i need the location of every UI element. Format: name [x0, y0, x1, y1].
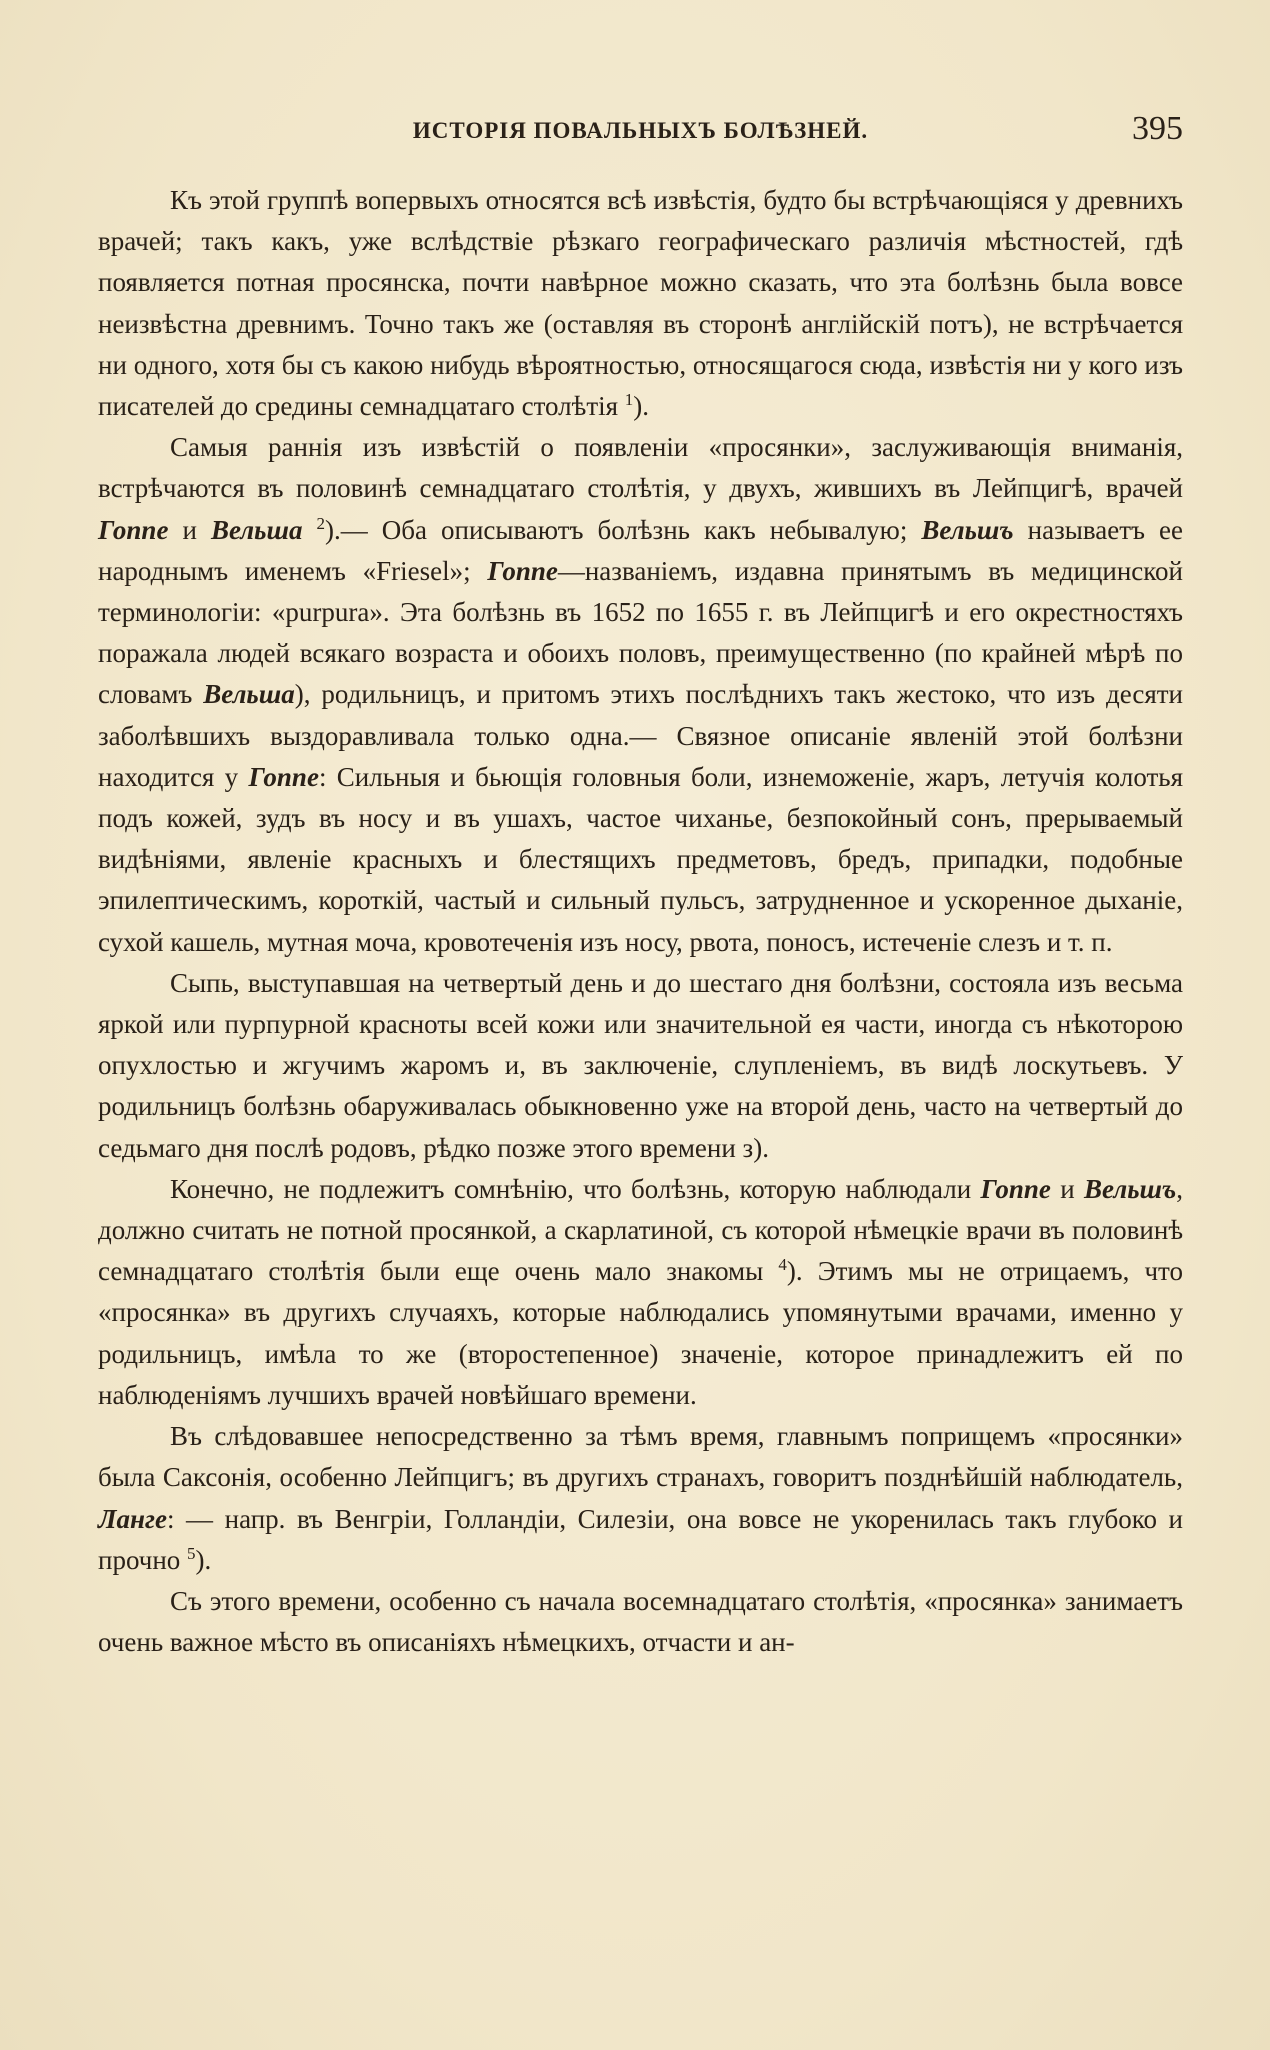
page-number: 395	[1132, 110, 1183, 147]
paragraph	[98, 427, 1183, 963]
body-text	[98, 180, 1183, 1663]
author-name: Гоппе	[487, 555, 558, 586]
paragraph	[98, 1581, 1183, 1663]
paragraph	[98, 1169, 1183, 1416]
text-run: и	[168, 514, 211, 545]
text-run: Съ этого времени, особенно съ начала восемнадцатаго столѣтія, «просянка» занимаетъ очень важное мѣсто въ описаніяхъ нѣмецкихъ, отчасти и ан-	[98, 1585, 1183, 1658]
text-run: ).	[195, 1544, 212, 1575]
author-name: Вельша	[203, 679, 295, 710]
text-run: Самыя раннія изъ извѣстій о появленіи «просянки», заслуживающія вниманія, встрѣчаются въ половинѣ семнадцатаго столѣтія, у двухъ, жившихъ въ Лейпцигѣ, врачей	[98, 432, 1183, 504]
paragraph	[98, 1416, 1183, 1581]
text-run	[302, 515, 316, 545]
footnote-marker: 2	[316, 513, 325, 533]
text-run: и	[1050, 1173, 1085, 1204]
text-run: ).	[633, 391, 650, 422]
footnote-marker: 4	[778, 1255, 787, 1275]
author-name: Вельша	[210, 514, 303, 545]
text-run: , должно считать не потной просянкой, а скарлатиной, съ которой нѣмецкіе врачи въ половинѣ семнадцатаго столѣтія были еще очень мало знакомы	[98, 1173, 1183, 1287]
author-name: Вельшъ	[921, 514, 1014, 545]
text-run: Сыпь, выступавшая на четвертый день и до шестаго дня болѣзни, состояла изъ весьма яркой или пурпурной красноты всей кожи или значительной ея части, иногда съ нѣкоторою опухлостью и жгучимъ жаромъ и, въ заключеніе, слупленіемъ, въ видѣ лоскутьевъ. У родильницъ болѣзнь обаруживалась обыкновенно уже на второй день, часто на четвертый до седьмаго дня послѣ родовъ, рѣдко позже этого времени з).	[98, 967, 1183, 1163]
footnote-marker: 5	[187, 1543, 196, 1563]
text-run: ). Этимъ мы не отрицаемъ, что «просянка» въ другихъ случаяхъ, которые наблюдались упомянутыми врачами, именно у родильницъ, имѣла то же (второстепенное) значеніе, которое принадлежитъ ей по наблюденіямъ лучшихъ врачей новѣйшаго времени.	[98, 1256, 1183, 1410]
author-name: Гоппе	[980, 1173, 1051, 1204]
paragraph	[98, 180, 1183, 427]
paragraph	[98, 963, 1183, 1169]
running-head-title: ИСТОРІЯ ПОВАЛЬНЫХЪ БОЛѢЗНЕЙ.	[412, 118, 869, 143]
text-run: —названіемъ, издавна принятымъ въ медицинской терминологіи: «purpura». Эта болѣзнь въ 1652 по 1655 г. въ Лейпцигѣ и его окрестностяхъ поражала людей всякаго возраста и обоихъ половъ, преимущественно (по крайней мѣрѣ по словамъ	[98, 555, 1183, 710]
author-name: Гоппе	[98, 514, 169, 545]
page-header	[98, 110, 1183, 158]
author-name: Гоппе	[248, 761, 319, 792]
text-run: Къ этой группѣ вопервыхъ относятся всѣ извѣстія, будто бы встрѣчающіяся у древнихъ врачей; такъ какъ, уже вслѣдствіе рѣзкаго географическаго различія мѣстностей, гдѣ появляется потная просянска, почти навѣрное можно сказать, что эта болѣзнь была вовсе неизвѣстна древнимъ. Точно такъ же (оставляя въ сторонѣ англійскій потъ), не встрѣчается ни одного, хотя бы съ какою нибудь вѣроятностью, относящагося сюда, извѣстія ни у кого изъ писателей до средины семнадцатаго столѣтія	[98, 185, 1183, 422]
footnote-marker: 1	[624, 390, 634, 410]
text-run: ), родильницъ, и притомъ этихъ послѣднихъ такъ жестоко, что изъ десяти заболѣвшихъ выздоравливала только одна.— Связное описаніе явленій этой болѣзни находится у	[98, 679, 1183, 792]
text-run: называетъ ее народнымъ именемъ «Friesel»;	[98, 514, 1184, 586]
author-name: Вельшъ	[1084, 1173, 1177, 1204]
text-run: Въ слѣдовавшее непосредственно за тѣмъ время, главнымъ поприщемъ «просянки» была Саксонія, особенно Лейпцигъ; въ другихъ странахъ, говоритъ позднѣйшій наблюдатель,	[98, 1421, 1183, 1493]
author-name: Ланге	[98, 1503, 167, 1534]
text-run: : — напр. въ Венгріи, Голландіи, Силезіи, она вовсе не укоренилась такъ глубоко и прочно	[98, 1503, 1183, 1575]
text-run: Конечно, не подлежитъ сомнѣнію, что болѣзнь, которую наблюдали	[170, 1173, 981, 1204]
text-run: ).— Оба описываютъ болѣзнь какъ небывалую;	[325, 514, 922, 545]
text-run: : Сильныя и бьющія головныя боли, изнеможеніе, жаръ, летучія колотья подъ кожей, зудъ въ носу и въ ушахъ, частое чиханье, безпокойный сонъ, прерываемый видѣніями, явленіе красныхъ и блестящихъ предметовъ, бредъ, припадки, подобные эпилептическимъ, короткій, частый и сильный пульсъ, затрудненное и ускоренное дыханіе, сухой кашель, мутная моча, кровотеченія изъ носу, рвота, поносъ, истеченіе слезъ и т. п.	[98, 761, 1184, 957]
